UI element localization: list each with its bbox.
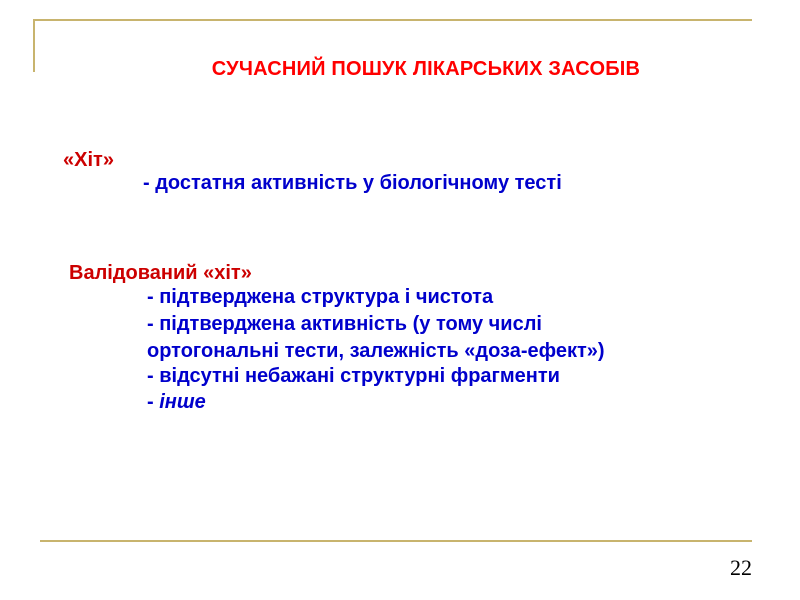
slide-title: СУЧАСНИЙ ПОШУК ЛІКАРСЬКИХ ЗАСОБІВ <box>211 58 641 80</box>
validated-hit-item: - підтверджена активність (у тому числі <box>147 313 542 335</box>
hit-heading: «Хіт» <box>63 149 114 171</box>
bottom-rule <box>40 540 752 542</box>
validated-hit-heading: Валідований «хіт» <box>69 262 252 284</box>
validated-hit-item: - підтверджена структура і чистота <box>147 286 494 308</box>
other-prefix: - <box>147 391 160 413</box>
validated-hit-item-other <box>147 391 206 414</box>
page-number: 22 <box>730 555 752 580</box>
top-rule <box>33 19 752 21</box>
validated-hit-item: - відсутні небажані структурні фрагменти <box>147 365 560 387</box>
hit-description: - достатня активність у біологічному тесті <box>143 172 562 194</box>
validated-hit-item-continuation: ортогональні тести, залежність «доза-ефект») <box>147 340 605 362</box>
other-emphasis: інше <box>159 391 206 413</box>
